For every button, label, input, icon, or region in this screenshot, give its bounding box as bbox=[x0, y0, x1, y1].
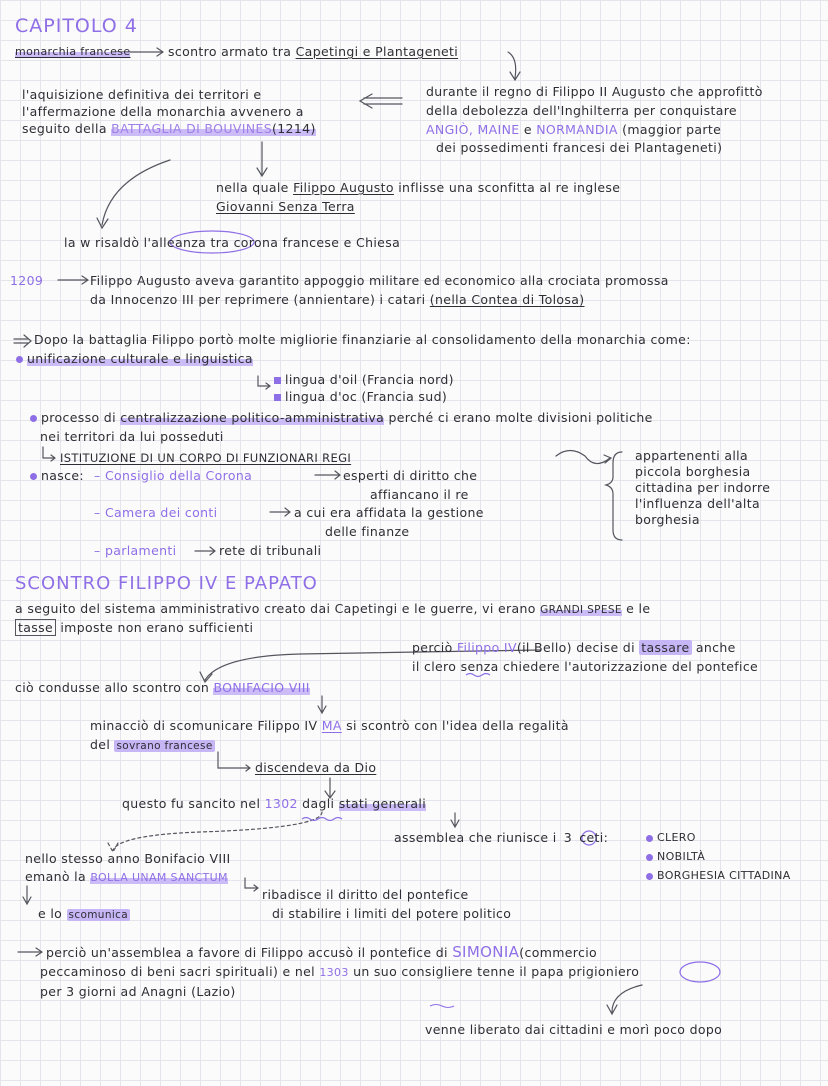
filippo-iv: Filippo IV bbox=[456, 640, 517, 655]
prigioniero-text: prigioniero bbox=[568, 964, 640, 979]
oil-text: lingua d'oil (Francia nord) bbox=[285, 372, 454, 387]
cio-text: ciò condusse allo scontro con bbox=[15, 680, 210, 695]
ceti-label: ceti: bbox=[579, 830, 609, 845]
innocenzo-text: da Innocenzo III per reprimere (annientare) i catari bbox=[90, 292, 426, 307]
stesso-anno: nello stesso anno Bonifacio VIII bbox=[25, 851, 231, 866]
arrow-dio bbox=[218, 752, 250, 771]
bullet-icon bbox=[646, 873, 653, 880]
bouvines-text: BATTAGLIA DI BOUVINES bbox=[111, 121, 273, 136]
clero-text: CLERO bbox=[657, 831, 696, 844]
a1-text: a seguito del sistema amministrativo creato dai Capetingi e le guerre, vi erano bbox=[15, 601, 536, 616]
inflisse-text: inflisse una sconfitta al re inglese bbox=[398, 180, 621, 195]
elo-text: e lo bbox=[38, 906, 63, 921]
angio-text: ANGIÒ, MAINE bbox=[426, 122, 520, 137]
sancito-line bbox=[122, 796, 426, 812]
maggior-text: (maggior parte bbox=[622, 122, 722, 137]
percio-text: perciò bbox=[412, 640, 453, 655]
ma-text: MA bbox=[321, 718, 342, 733]
giorni-text: per 3 giorni ad bbox=[40, 984, 137, 999]
emano-line bbox=[25, 869, 228, 886]
clero-line: il clero senza chiedere l'autorizzazione del pontefice bbox=[412, 659, 759, 674]
arrow-9 bbox=[18, 948, 42, 956]
esperti: esperti di diritto che bbox=[343, 468, 478, 483]
acquisizione-1: l'aquisizione definitiva dei territori e bbox=[22, 87, 262, 102]
square-bullet-icon bbox=[274, 377, 281, 384]
arrow-7 bbox=[451, 813, 459, 827]
box-line-5: borghesia bbox=[635, 512, 700, 527]
consigliere-text: un suo consigliere tenne il bbox=[353, 964, 527, 979]
sovrano-line bbox=[90, 737, 215, 754]
parlamenti: – parlamenti bbox=[94, 543, 177, 558]
gestione: a cui era affidata la gestione bbox=[294, 505, 484, 520]
limiti: di stabilire i limiti del potere politico bbox=[272, 906, 512, 921]
del-text: del bbox=[90, 737, 111, 752]
camera-text: Camera dei conti bbox=[104, 505, 218, 520]
bolla-text: BOLLA UNAM SANCTUM bbox=[90, 871, 228, 884]
sovrano-text: sovrano francese bbox=[116, 740, 213, 752]
box-line-1: appartenenti alla bbox=[635, 448, 749, 463]
tasse-line bbox=[15, 620, 253, 636]
dashed-arrow bbox=[108, 812, 322, 852]
seguito-sistema bbox=[15, 601, 650, 618]
giovanni: Giovanni Senza Terra bbox=[216, 199, 355, 214]
arrow-parl bbox=[195, 547, 215, 555]
peccaminoso-line bbox=[40, 964, 639, 981]
bullet-unificazione bbox=[16, 351, 253, 367]
assemblea bbox=[394, 830, 608, 846]
tasse-box: tasse bbox=[15, 619, 56, 636]
anagni-line bbox=[40, 984, 236, 1000]
ceto-clero bbox=[646, 830, 696, 846]
commercio-text: (commercio bbox=[519, 945, 598, 960]
accuso-text: perciò un'assemblea a favore di Filippo accusò il pontefice di bbox=[46, 945, 448, 960]
box-line-4: l'influenza dell'alta bbox=[635, 496, 760, 511]
lazio-text: (Lazio) bbox=[191, 984, 236, 999]
processo-text: processo di bbox=[41, 410, 116, 425]
processo bbox=[30, 410, 653, 426]
year-1214: (1214) bbox=[272, 121, 316, 136]
alleanza-line bbox=[64, 235, 400, 251]
squiggle-arrow bbox=[556, 451, 611, 464]
finanze: delle finanze bbox=[325, 524, 410, 539]
box-line-2: piccola borghesia bbox=[635, 464, 751, 479]
discendeva: discendeva da Dio bbox=[255, 760, 377, 775]
arrow-3 bbox=[257, 142, 267, 176]
sancito-text: questo fu sancito nel bbox=[122, 796, 261, 811]
section-title: SCONTRO FILIPPO IV E PAPATO bbox=[15, 573, 318, 594]
istituzione: ISTITUZIONE DI UN CORPO DI FUNZIONARI REGI bbox=[60, 451, 352, 465]
perche-text: perché ci erano molte divisioni politiche bbox=[388, 410, 653, 425]
bello-text: (il Bello) decise di bbox=[516, 640, 635, 655]
e-text: e bbox=[523, 122, 532, 137]
grandi-spese: GRANDI SPESE bbox=[540, 604, 622, 616]
regno-1: durante il regno di Filippo II Augusto che approfittò bbox=[426, 84, 763, 99]
alleanza-text: l'alleanza bbox=[143, 235, 207, 250]
arrow-ribadisce bbox=[245, 878, 258, 891]
acquisizione-2: l'affermazione della monarchia avvenero a bbox=[22, 104, 304, 119]
regalita-text: si scontrò con l'idea della regalità bbox=[346, 718, 569, 733]
ribadisce: ribadisce il diritto del pontefice bbox=[262, 887, 469, 902]
note-box bbox=[635, 448, 770, 528]
ceto-borghesia bbox=[646, 868, 791, 884]
crociata-1: Filippo Augusto aveva garantito appoggio militare ed economico alla crociata promossa bbox=[90, 273, 669, 288]
minaccio-text: minacciò di scomunicare Filippo IV bbox=[90, 718, 318, 733]
arrow-10 bbox=[607, 985, 642, 1014]
nella-quale bbox=[216, 180, 620, 196]
emano-text: emanò la bbox=[25, 869, 87, 884]
year-1303: 1303 bbox=[319, 966, 349, 979]
assemblea-text: assemblea che riunisce i bbox=[394, 830, 557, 845]
brace bbox=[606, 452, 622, 540]
monarchia-label: monarchia francese bbox=[15, 45, 131, 58]
bullet-icon bbox=[30, 415, 37, 422]
corona-text: tra corona francese e Chiesa bbox=[210, 235, 401, 250]
filippo-augusto: Filippo Augusto bbox=[293, 180, 394, 195]
regno-2: della debolezza dell'Inghilterra per conquistare bbox=[426, 103, 737, 118]
consiglio-text: Consiglio della Corona bbox=[104, 468, 253, 483]
double-arrow-2 bbox=[14, 335, 31, 347]
minaccio bbox=[90, 718, 569, 734]
wavy-anagni bbox=[430, 1005, 454, 1008]
arrow-lingua bbox=[258, 376, 270, 389]
normandia-text: NORMANDIA bbox=[536, 122, 618, 137]
tribunali: rete di tribunali bbox=[219, 543, 322, 558]
bullet-icon bbox=[646, 835, 653, 842]
risaldo-text: la w risaldò bbox=[64, 235, 140, 250]
scontro-line bbox=[168, 44, 458, 60]
peccaminoso-text: peccaminoso di beni sacri spirituali) e nel bbox=[40, 964, 315, 979]
affiancano: affiancano il re bbox=[370, 487, 469, 502]
lingua-oil bbox=[274, 372, 454, 388]
tassare-text: tassare bbox=[641, 640, 690, 655]
ceto-nobilta bbox=[646, 849, 705, 865]
arrow-8 bbox=[23, 886, 31, 904]
parlamenti-text: parlamenti bbox=[104, 543, 177, 558]
regno-3 bbox=[426, 122, 721, 138]
bullet-icon bbox=[646, 854, 653, 861]
double-arrow bbox=[360, 94, 402, 108]
nasce-label bbox=[30, 468, 84, 484]
accuso-line bbox=[46, 944, 597, 961]
a3-text: e le bbox=[626, 601, 651, 616]
arrow-cam bbox=[270, 508, 290, 516]
imposte-text: imposte non erano sufficienti bbox=[60, 620, 254, 635]
acquisizione-3 bbox=[22, 121, 316, 137]
borghesia-text: BORGHESIA CITTADINA bbox=[657, 869, 791, 882]
nasce-text: nasce: bbox=[41, 468, 84, 483]
centralizzazione-text: centralizzazione politico-amministrativa bbox=[120, 410, 385, 425]
territori: nei territori da lui posseduti bbox=[40, 429, 224, 444]
papa-text: papa bbox=[531, 964, 564, 979]
crociata-2 bbox=[90, 292, 585, 308]
anagni-text: Anagni bbox=[141, 984, 187, 999]
year-1302: 1302 bbox=[264, 796, 298, 811]
box-line-3: cittadina per indorre bbox=[635, 480, 771, 495]
bullet-icon bbox=[30, 473, 37, 480]
arrow-6 bbox=[325, 778, 335, 798]
bullet-icon bbox=[16, 356, 23, 363]
bonifacio: BONIFACIO VIII bbox=[213, 680, 310, 695]
scontro-text: scontro armato tra bbox=[168, 44, 292, 59]
arrow-cons bbox=[315, 471, 340, 479]
arrow-1209 bbox=[58, 276, 88, 284]
cio-condusse bbox=[15, 680, 310, 696]
wavy-1302 bbox=[302, 818, 342, 821]
square-bullet-icon bbox=[274, 394, 281, 401]
circle-papa bbox=[680, 962, 720, 982]
scomunica-line bbox=[38, 906, 130, 923]
scomunica-text: scomunica bbox=[68, 909, 128, 921]
topic-monarchia bbox=[15, 44, 130, 60]
camera: – Camera dei conti bbox=[94, 505, 218, 520]
lingua-oc bbox=[274, 389, 447, 405]
nobilta-text: NOBILTÀ bbox=[657, 850, 706, 863]
seguito-text: seguito della bbox=[22, 121, 107, 136]
dopo-battaglia: Dopo la battaglia Filippo portò molte migliorie finanziarie al consolidamento della monarchia come: bbox=[34, 332, 691, 347]
stati-generali: stati generali bbox=[338, 796, 427, 811]
anche-text: anche bbox=[695, 640, 736, 655]
arrow-4 bbox=[97, 160, 170, 228]
chapter-title: CAPITOLO 4 bbox=[15, 15, 138, 37]
capetingi-text: Capetingi e Plantageneti bbox=[295, 44, 459, 59]
arrow-ist bbox=[43, 447, 55, 461]
arrow-5 bbox=[318, 696, 326, 713]
dagli-text: dagli bbox=[302, 796, 335, 811]
arrow-2 bbox=[508, 52, 520, 80]
consiglio: – Consiglio della Corona bbox=[94, 468, 253, 483]
liberato: venne liberato dai cittadini e morì poco dopo bbox=[425, 1022, 723, 1037]
nq-text: nella quale bbox=[216, 180, 289, 195]
simonia-text: SIMONIA bbox=[452, 943, 520, 961]
three-ceti: 3 bbox=[563, 830, 573, 845]
tolosa-text: (nella Contea di Tolosa) bbox=[429, 292, 585, 307]
oc-text: lingua d'oc (Francia sud) bbox=[285, 389, 448, 404]
regno-4: dei possedimenti francesi dei Plantageneti) bbox=[436, 140, 723, 155]
unificazione-text: unificazione culturale e linguistica bbox=[27, 351, 253, 366]
percio-line bbox=[412, 640, 736, 656]
year-1209: 1209 bbox=[10, 273, 44, 288]
